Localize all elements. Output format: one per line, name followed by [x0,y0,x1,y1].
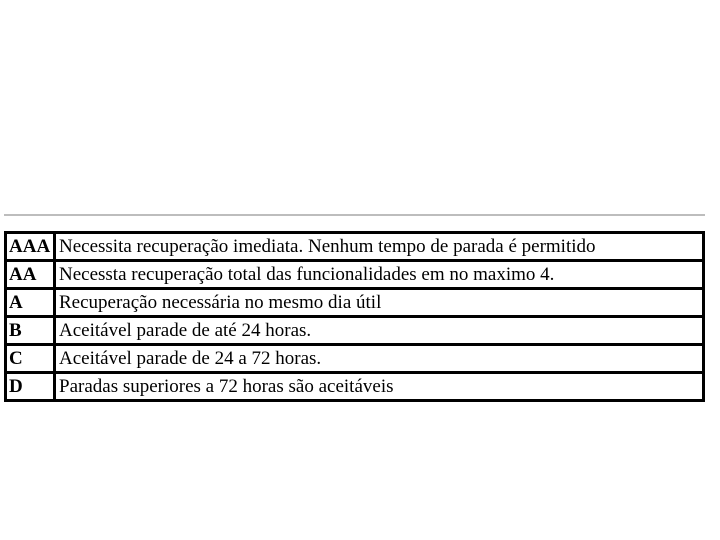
level-description-cell: Recuperação necessária no mesmo dia útil [55,289,704,317]
level-code-cell: AAA [6,233,55,261]
horizontal-divider [4,214,705,216]
table-row [6,289,704,317]
level-description-cell: Paradas superiores a 72 horas são aceitáveis [55,373,704,401]
level-description-cell: Aceitável parade de até 24 horas. [55,317,704,345]
level-description-cell: Aceitável parade de 24 a 72 horas. [55,345,704,373]
level-code-cell: B [6,317,55,345]
level-code-cell: C [6,345,55,373]
recovery-level-table [4,231,705,402]
level-code-cell: A [6,289,55,317]
level-description-cell: Necessita recuperação imediata. Nenhum tempo de parada é permitido [55,233,704,261]
table-row [6,373,704,401]
level-description-cell: Necessta recuperação total das funcionalidades em no maximo 4. [55,261,704,289]
level-code-cell: D [6,373,55,401]
table-row [6,261,704,289]
level-code-cell: AA [6,261,55,289]
table-row [6,345,704,373]
table-row [6,317,704,345]
table-row [6,233,704,261]
